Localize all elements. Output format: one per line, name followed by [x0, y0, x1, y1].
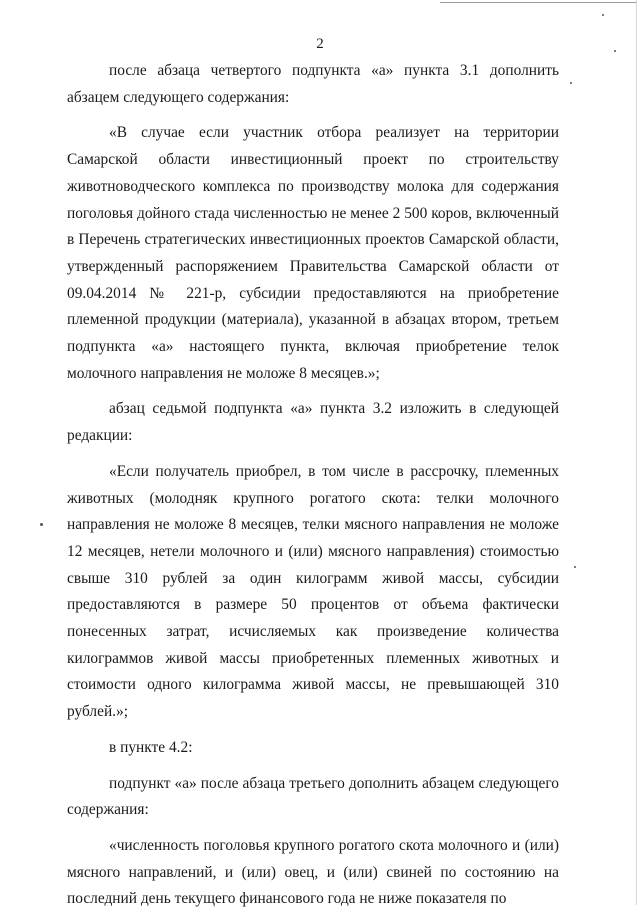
- scan-edge-line: [440, 2, 636, 3]
- paragraph-clause-4-2: в пункте 4.2:: [109, 738, 193, 756]
- paragraph-quoted-livestock-count: «численность поголовья крупного рогатого скота молочного и (или) мясного направлений, и (или) овец, и (или) свиней по состоянию на последний день текущего финансового года не ниже показателя по: [67, 836, 559, 908]
- scan-edge-shadow: [636, 0, 637, 905]
- scan-speck: [40, 523, 43, 526]
- scan-speck: [574, 566, 576, 568]
- page-number: 2: [316, 36, 324, 52]
- paragraph-subclause-a: подпункт «а» после абзаца третьего дополнить абзацем следующего содержания:: [67, 774, 559, 819]
- paragraph-quoted-breeding-animals: «Если получатель приобрел, в том числе в рассрочку, племенных животных (молодняк крупного рогатого скота: телки молочного направления не моложе 8 месяцев, телки мясного направления не моложе 12 месяцев, нетели молочного и (или) мясного направления) стоимостью свыше 310 рублей за один килограмм живой массы, субсидии предоставляются в размере 50 процентов от объема фактически понесенных затрат, исчисляемых как произведение количества килограммов живой массы приобретенных племенных животных и стоимости одного килограмма живой массы, не превышающей 310 рублей.»;: [67, 462, 559, 721]
- scan-speck: [570, 82, 572, 84]
- document-body: [67, 58, 559, 913]
- paragraph-quoted-investment-project: «В случае если участник отбора реализует на территории Самарской области инвестиционный проект по строительству животноводческого комплекса по производству молока для содержания поголовья дойного стада численностью не менее 2 500 коров, включенный в Перечень стратегических инвестиционных проектов Самарской области, утвержденный распоряжением Правительства Самарской области от 09.04.2014 № 221-р, субсидии предоставляются на приобретение племенной продукции (материала), указанной в абзацах втором, третьем подпункта «а» настоящего пункта, включая приобретение телок молочного направления не моложе 8 месяцев.»;: [67, 124, 559, 382]
- scan-speck: [602, 14, 604, 16]
- paragraph-amendment-3-2: абзац седьмой подпункта «а» пункта 3.2 изложить в следующей редакции:: [67, 400, 559, 445]
- paragraph-amendment-3-1: после абзаца четвертого подпункта «а» пункта 3.1 дополнить абзацем следующего содержания:: [67, 62, 559, 106]
